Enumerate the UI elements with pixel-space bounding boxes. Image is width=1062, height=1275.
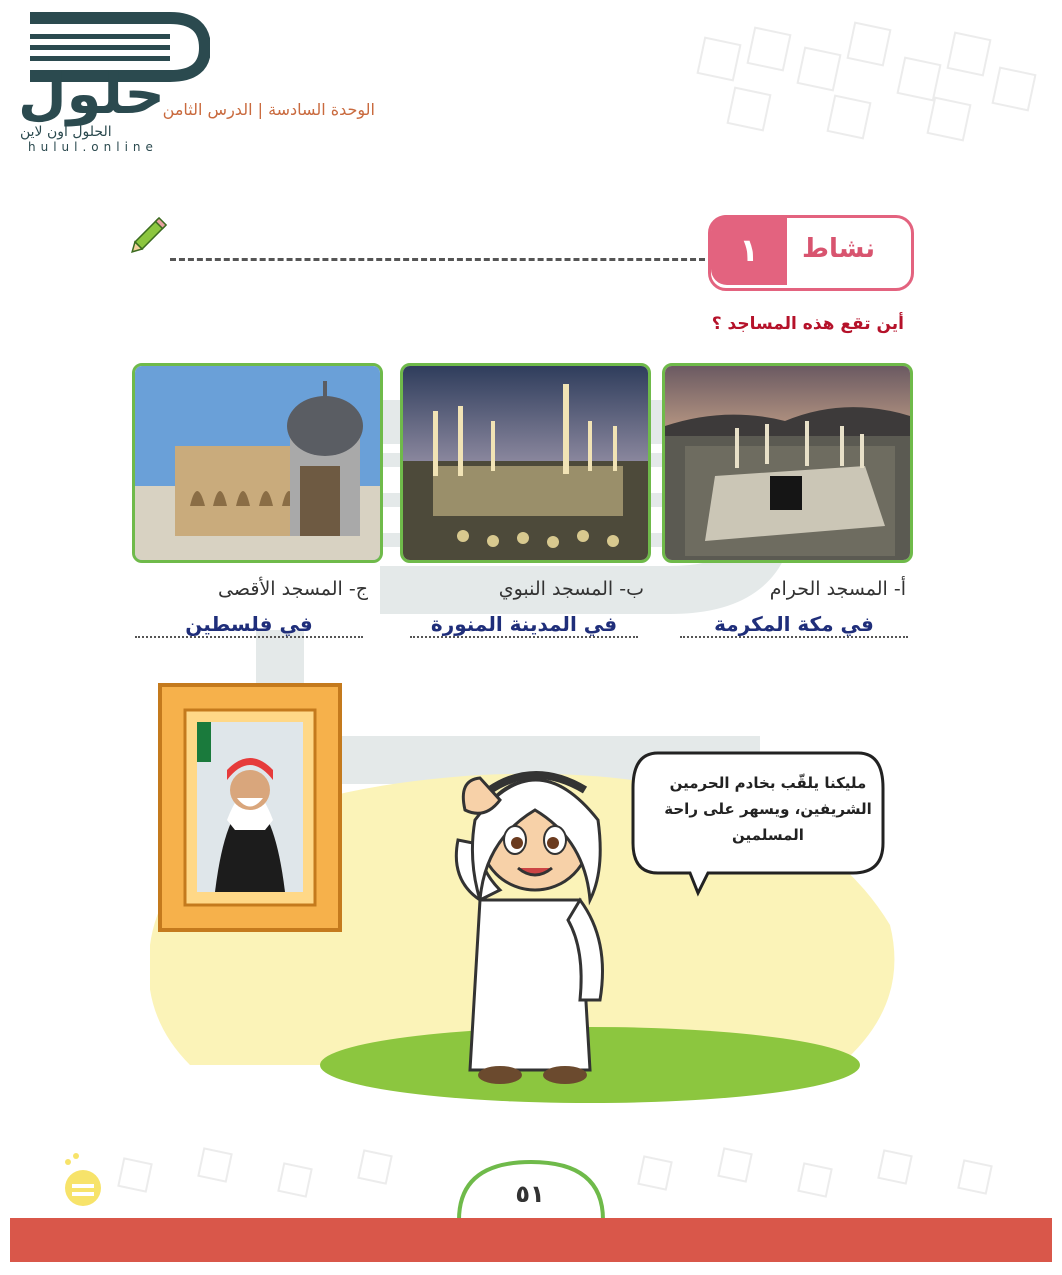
logo-text: حلول — [18, 62, 165, 127]
mosque-label-c: ج- المسجد الأقصى — [218, 578, 368, 600]
answer-text-b: في المدينة المنورة — [430, 612, 618, 636]
activity-dashed-line — [170, 258, 705, 261]
footer-bar — [10, 1218, 1052, 1262]
mosque-label-b: ب- المسجد النبوي — [498, 578, 644, 600]
answer-line-a — [680, 612, 908, 638]
brand-logo — [10, 8, 210, 156]
masjid-al-haram-photo — [662, 363, 913, 563]
logo-latin: hulul.online — [28, 140, 158, 154]
answer-text-a: في مكة المكرمة — [714, 612, 874, 636]
side-brand-icon — [58, 1150, 108, 1210]
activity-label: نشاط — [802, 234, 875, 264]
activity-number: ١ — [711, 215, 787, 285]
speech-bubble-text: مليكنا يلقّب بخادم الحرمين الشريفين، ويسهر على راحة المسلمين — [664, 774, 872, 844]
activity-question: أين تقع هذه المساجد ؟ — [711, 314, 904, 334]
framed-portrait — [155, 680, 345, 935]
answer-line-b — [410, 612, 638, 638]
answer-text-c: في فلسطين — [185, 612, 313, 636]
page-number: ٥١ — [515, 1180, 545, 1208]
answer-line-c — [135, 612, 363, 638]
logo-subtext: الحلول اون لاين — [20, 124, 112, 140]
boy-character-illustration — [440, 740, 630, 1085]
mosque-label-a: أ- المسجد الحرام — [769, 578, 906, 600]
breadcrumb: الوحدة السادسة | الدرس الثامن — [162, 100, 375, 119]
masjid-an-nabawi-photo — [400, 363, 651, 563]
activity-badge — [708, 215, 914, 291]
pencil-icon — [125, 215, 170, 260]
al-aqsa-photo — [132, 363, 383, 563]
decorative-pattern-top — [690, 20, 1050, 140]
